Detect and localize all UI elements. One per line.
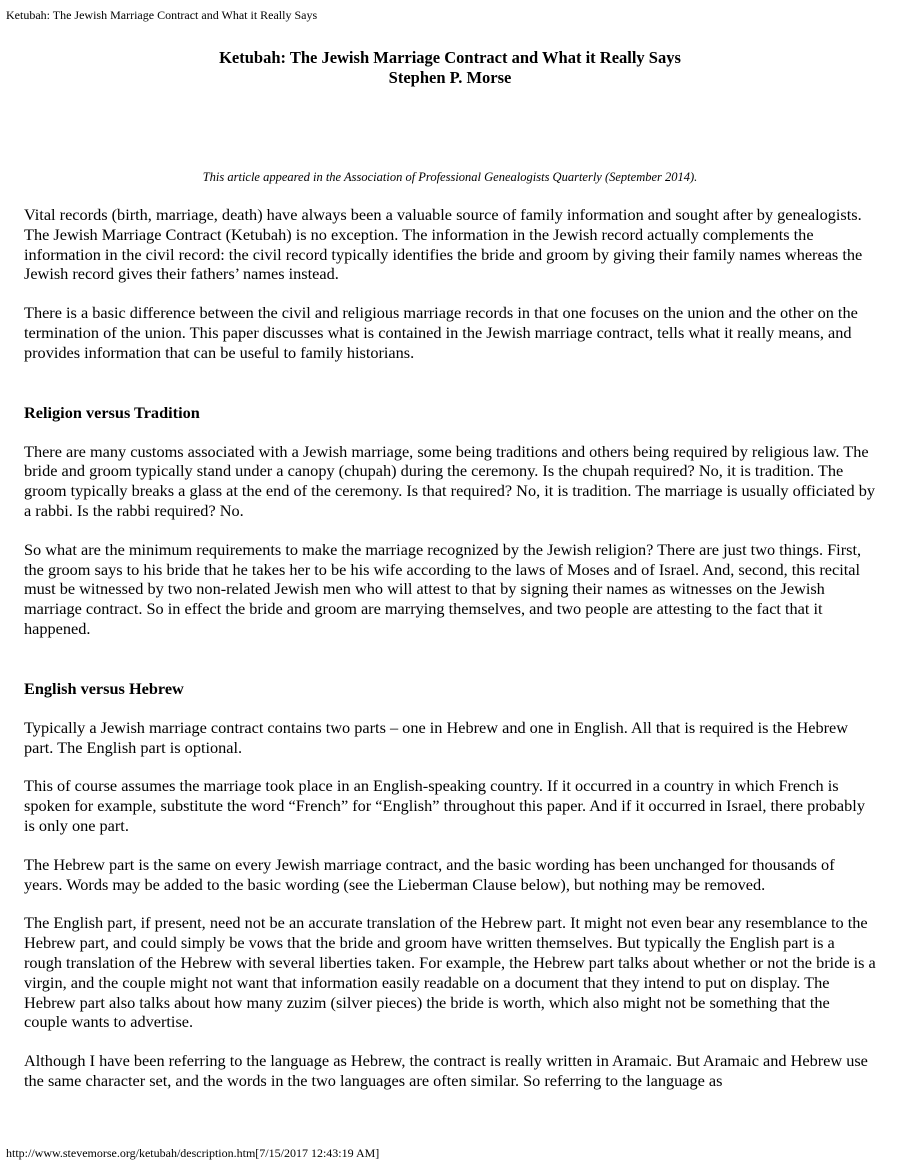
- article-title: Ketubah: The Jewish Marriage Contract and What it Really Says: [219, 48, 681, 67]
- paragraph: This of course assumes the marriage took place in an English-speaking country. If it occurred in a country in which French is spoken for example, substitute the word “French” for “English” throughout this paper. And if it occurred in Israel, there probably is only one part.: [24, 776, 865, 835]
- paragraph: Typically a Jewish marriage contract contains two parts – one in Hebrew and one in English. All that is required is the Hebrew part. The English part is optional.: [24, 717, 848, 757]
- section-heading: English versus Hebrew: [24, 678, 184, 698]
- paragraph: There are many customs associated with a Jewish marriage, some being traditions and others being required by religious law. The bride and groom typically stand under a canopy (chupah) during the ceremony. Is the chupah required? No, it is tradition. The groom typically breaks a glass at the end of the ceremony. Is that required? No, it is tradition. The marriage is usually officiated by a rabbi. Is the rabbi required? No.: [24, 441, 876, 520]
- section-heading: Religion versus Tradition: [24, 402, 200, 422]
- print-footer: http://www.stevemorse.org/ketubah/description.htm[7/15/2017 12:43:19 AM]: [6, 1146, 380, 1160]
- paragraph: Although I have been referring to the language as Hebrew, the contract is really written in Aramaic. But Aramaic and Hebrew use the same character set, and the words in the two languages are often similar. So referring to the language as: [24, 1051, 868, 1090]
- publication-note: This article appeared in the Association of Professional Genealogists Quarterly (September 2014).: [202, 170, 698, 184]
- article-author: Stephen P. Morse: [388, 68, 512, 87]
- paragraph: There is a basic difference between the civil and religious marriage records in that one focuses on the union and the other on the termination of the union. This paper discusses what is contained in the Jewish marriage contract, tells what it really means, and provides information that can be useful to family historians.: [24, 303, 858, 362]
- article: [24, 48, 876, 1110]
- paragraph: The English part, if present, need not be an accurate translation of the Hebrew part. It might not even bear any resemblance to the Hebrew part, and could simply be vows that the bride and groom have written themselves. But typically the English part is a rough translation of the Hebrew with several liberties taken. For example, the Hebrew part talks about whether or not the bride is a virgin, and the couple might not want that information easily readable on a document that they intend to put on display. The Hebrew part also talks about how many zuzim (silver pieces) the bride is worth, which also might not be something that the couple wants to advertise.: [24, 913, 876, 1032]
- paragraph: So what are the minimum requirements to make the marriage recognized by the Jewish religion? There are just two things. First, the groom says to his bride that he takes her to be his wife according to the laws of Moses and of Israel. And, second, this recital must be witnessed by two non-related Jewish men who will attest to that by signing their names as witnesses on the Jewish marriage contract. So in effect the bride and groom are marrying themselves, and two people are attesting to the fact that it happened.: [24, 539, 862, 638]
- paragraph: The Hebrew part is the same on every Jewish marriage contract, and the basic wording has been unchanged for thousands of years. Words may be added to the basic wording (see the Lieberman Clause below), but nothing may be removed.: [24, 854, 835, 894]
- paragraph: Vital records (birth, marriage, death) have always been a valuable source of family information and sought after by genealogists. The Jewish Marriage Contract (Ketubah) is no exception. The information in the Jewish record actually complements the information in the civil record: the civil record typically identifies the bride and groom by giving their family names whereas the Jewish record gives their fathers’ names instead.: [24, 205, 863, 284]
- print-header: Ketubah: The Jewish Marriage Contract and What it Really Says: [6, 8, 318, 22]
